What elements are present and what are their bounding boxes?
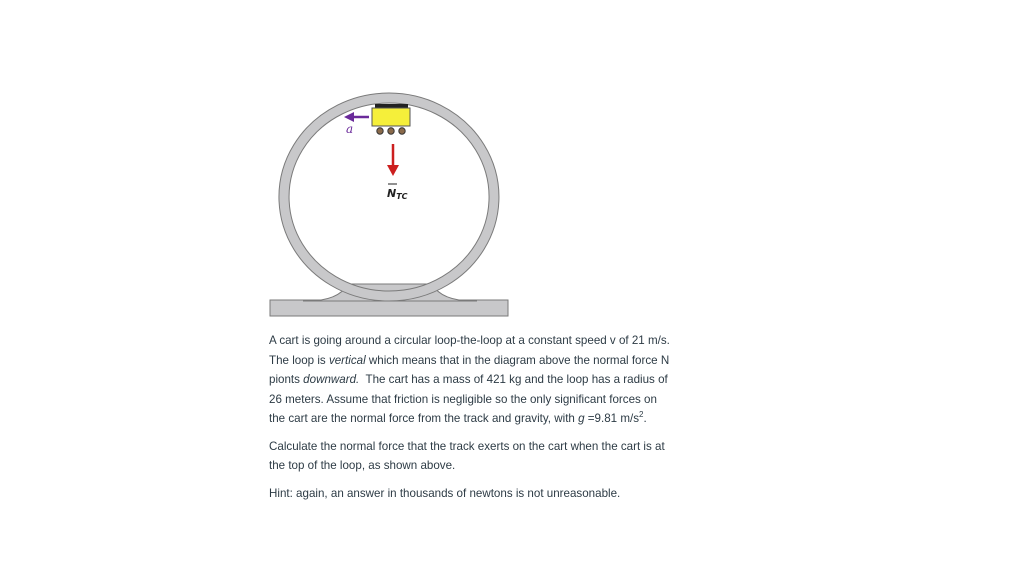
acceleration-label: a [346,122,354,136]
normal-force-arrow [387,144,399,176]
ground-track [270,300,508,316]
problem-text [269,331,719,511]
problem-line-4: 26 meters. Assume that friction is negligible so the only significant forces on [269,392,657,406]
question [269,437,719,476]
problem-line-3: pionts downward. The cart has a mass of 421 kg and the loop has a radius of [269,373,668,386]
problem-statement [269,331,719,429]
cart-top-bar [375,104,408,108]
cart-body [372,108,410,126]
problem-line-5: the cart are the normal force from the track and gravity, with g =9.81 $m/s^2$. [269,410,647,425]
hint [269,484,719,504]
loop-diagram-svg [268,88,513,320]
normal-force-label: NTC [387,187,408,201]
acceleration-arrow [344,112,369,122]
hint-line-1: Hint: again, an answer in thousands of newtons is not unreasonable. [269,486,621,500]
question-line-1: Calculate the normal force that the track exerts on the cart when the cart is at [269,439,665,453]
question-line-2: the top of the loop, as shown above. [269,459,456,472]
problem-line-1: A cart is going around a circular loop-the-loop at a constant speed v of 21 m/s. [269,334,670,347]
problem-line-2: The loop is vertical which means that in the diagram above the normal force N [269,353,670,367]
loop-diagram [268,88,513,320]
cart-wheels [377,128,405,134]
cart [372,104,410,134]
